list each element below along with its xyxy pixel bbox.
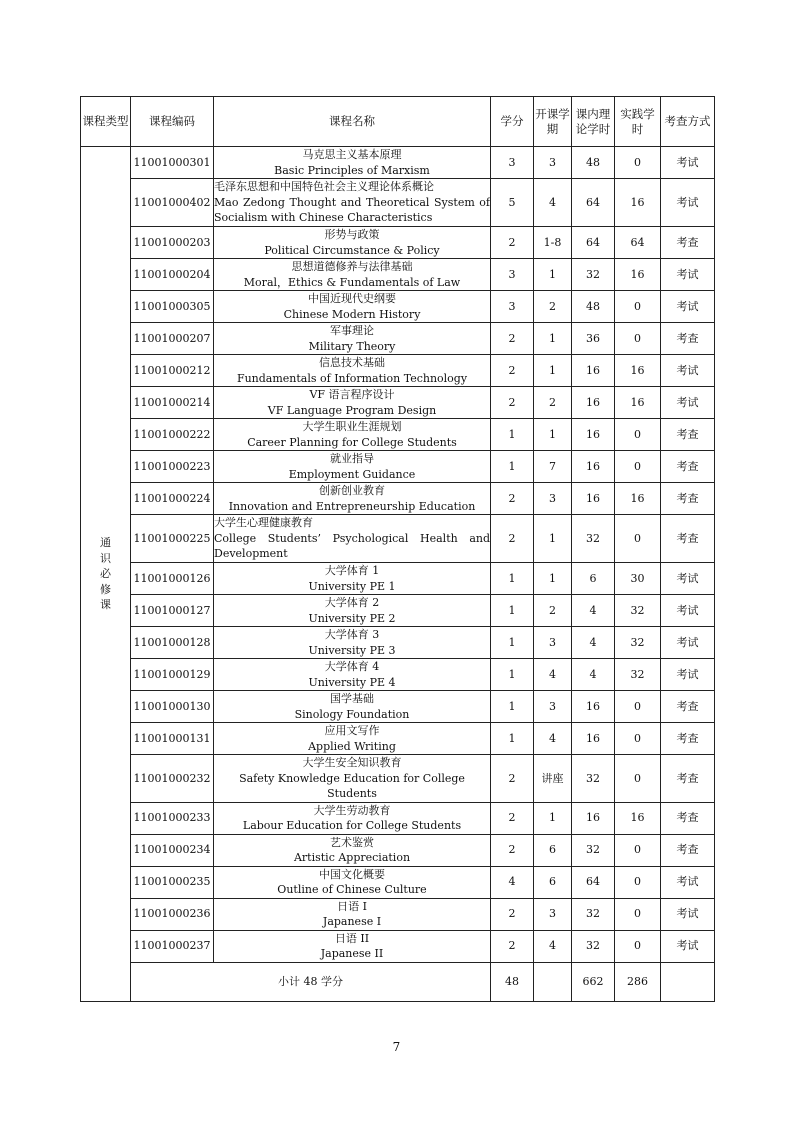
course-name	[214, 515, 491, 563]
course-name-en: VF Language Program Design	[267, 403, 437, 417]
course-assessment: 考查	[661, 802, 715, 834]
table-row	[81, 723, 715, 755]
course-assessment: 考试	[661, 866, 715, 898]
course-theory-hours: 4	[572, 659, 615, 691]
course-semester: 1	[534, 563, 572, 595]
course-name-en: Career Planning for College Students	[247, 435, 457, 449]
course-practice-hours: 0	[615, 691, 661, 723]
course-semester: 4	[534, 723, 572, 755]
course-assessment: 考查	[661, 723, 715, 755]
course-theory-hours: 16	[572, 387, 615, 419]
course-practice-hours: 0	[615, 147, 661, 179]
course-practice-hours: 32	[615, 627, 661, 659]
course-credit: 2	[491, 755, 534, 803]
course-credit: 1	[491, 451, 534, 483]
course-code: 11001000207	[131, 323, 214, 355]
course-name-en: Japanese II	[320, 947, 384, 960]
table-row	[81, 387, 715, 419]
course-semester: 1	[534, 802, 572, 834]
course-name	[214, 291, 491, 323]
course-assessment: 考查	[661, 755, 715, 803]
course-name-cn: 中国近现代史纲要	[308, 292, 396, 305]
course-name-en: Fundamentals of Information Technology	[236, 371, 468, 385]
course-name-cn: 日语 II	[334, 931, 370, 945]
course-semester: 2	[534, 387, 572, 419]
course-semester: 7	[534, 451, 572, 483]
table-row	[81, 659, 715, 691]
course-code: 11001000233	[131, 802, 214, 834]
course-name-cn: 大学体育 2	[324, 596, 380, 609]
course-credit: 2	[491, 355, 534, 387]
course-name-en: Moral，Ethics & Fundamentals of Law	[243, 275, 461, 289]
course-name-en: University PE 4	[308, 675, 396, 689]
course-code: 11001000402	[131, 179, 214, 227]
page-number: 7	[392, 1040, 401, 1054]
course-code: 11001000203	[131, 227, 214, 259]
course-name-cn: 大学体育 4	[324, 660, 380, 673]
course-semester: 1	[534, 515, 572, 563]
course-name	[214, 259, 491, 291]
course-name-en: Japanese I	[322, 915, 382, 928]
course-code: 11001000131	[131, 723, 214, 755]
course-theory-hours: 32	[572, 259, 615, 291]
table-row	[81, 419, 715, 451]
course-name-cn: 马克思主义基本原理	[302, 148, 402, 161]
course-practice-hours: 0	[615, 515, 661, 563]
course-name-en: University PE 3	[308, 643, 396, 657]
table-row	[81, 179, 715, 227]
course-name-cn: VF 语言程序设计	[309, 388, 395, 401]
course-credit: 1	[491, 627, 534, 659]
course-credit: 4	[491, 866, 534, 898]
header-credit: 学分	[491, 97, 534, 147]
course-code: 11001000130	[131, 691, 214, 723]
course-name-en: Applied Writing	[308, 739, 396, 753]
table-row	[81, 627, 715, 659]
table-row	[81, 898, 715, 930]
course-name	[214, 563, 491, 595]
course-theory-hours: 48	[572, 147, 615, 179]
course-assessment: 考试	[661, 659, 715, 691]
course-assessment: 考试	[661, 259, 715, 291]
course-name	[214, 627, 491, 659]
course-name	[214, 866, 491, 898]
course-theory-hours: 16	[572, 691, 615, 723]
course-assessment: 考查	[661, 419, 715, 451]
table-row	[81, 323, 715, 355]
course-theory-hours: 16	[572, 419, 615, 451]
course-semester: 1	[534, 419, 572, 451]
course-practice-hours: 0	[615, 291, 661, 323]
course-semester: 3	[534, 898, 572, 930]
course-name-cn: 思想道德修养与法律基础	[291, 260, 413, 273]
subtotal-theory-hours: 662	[572, 962, 615, 1001]
course-credit: 1	[491, 723, 534, 755]
course-name-cn: 国学基础	[330, 692, 374, 705]
course-assessment: 考试	[661, 291, 715, 323]
course-assessment: 考试	[661, 595, 715, 627]
course-name	[214, 898, 491, 930]
course-credit: 2	[491, 483, 534, 515]
course-practice-hours: 30	[615, 563, 661, 595]
course-code: 11001000127	[131, 595, 214, 627]
table-row	[81, 866, 715, 898]
course-practice-hours: 16	[615, 802, 661, 834]
course-credit: 2	[491, 387, 534, 419]
course-name-en: Labour Education for College Students	[242, 819, 462, 832]
course-code: 11001000301	[131, 147, 214, 179]
table-row	[81, 595, 715, 627]
course-code: 11001000212	[131, 355, 214, 387]
course-code: 11001000129	[131, 659, 214, 691]
course-credit: 5	[491, 179, 534, 227]
course-semester: 1	[534, 355, 572, 387]
course-name	[214, 179, 491, 227]
course-name-en: Artistic Appreciation	[293, 851, 411, 864]
course-credit: 2	[491, 930, 534, 962]
course-name-en: Chinese Modern History	[283, 307, 421, 321]
course-name	[214, 930, 491, 962]
category-cell	[81, 147, 131, 1002]
course-semester: 讲座	[534, 755, 572, 803]
course-name	[214, 483, 491, 515]
table-row	[81, 147, 715, 179]
course-name-cn: 大学生心理健康教育	[214, 516, 313, 530]
course-practice-hours: 0	[615, 755, 661, 803]
course-name-en: Mao Zedong Thought and Theoretical System of Socialism with Chinese Characteristics	[214, 195, 490, 225]
course-name-cn: 就业指导	[330, 452, 374, 465]
course-code: 11001000232	[131, 755, 214, 803]
course-semester: 3	[534, 691, 572, 723]
course-theory-hours: 16	[572, 802, 615, 834]
course-practice-hours: 0	[615, 419, 661, 451]
course-assessment: 考查	[661, 227, 715, 259]
table-row	[81, 930, 715, 962]
course-theory-hours: 32	[572, 755, 615, 803]
table-row	[81, 259, 715, 291]
course-credit: 3	[491, 291, 534, 323]
course-name	[214, 323, 491, 355]
course-practice-hours: 16	[615, 483, 661, 515]
table-row	[81, 834, 715, 866]
header-row	[81, 97, 715, 147]
course-practice-hours: 16	[615, 179, 661, 227]
table-row	[81, 563, 715, 595]
course-practice-hours: 0	[615, 323, 661, 355]
course-theory-hours: 32	[572, 515, 615, 563]
table-row	[81, 451, 715, 483]
course-credit: 2	[491, 227, 534, 259]
course-name	[214, 227, 491, 259]
header-assessment: 考查方式	[661, 97, 715, 147]
course-code: 11001000204	[131, 259, 214, 291]
course-theory-hours: 36	[572, 323, 615, 355]
course-code: 11001000126	[131, 563, 214, 595]
course-theory-hours: 6	[572, 563, 615, 595]
course-code: 11001000222	[131, 419, 214, 451]
course-assessment: 考查	[661, 483, 715, 515]
course-credit: 2	[491, 515, 534, 563]
course-name-en: Employment Guidance	[288, 467, 416, 481]
course-theory-hours: 16	[572, 723, 615, 755]
course-semester: 6	[534, 866, 572, 898]
course-assessment: 考试	[661, 898, 715, 930]
course-name-en: University PE 2	[308, 611, 396, 625]
course-name	[214, 387, 491, 419]
course-theory-hours: 64	[572, 866, 615, 898]
course-practice-hours: 0	[615, 930, 661, 962]
header-code: 课程编码	[131, 97, 214, 147]
table-row	[81, 227, 715, 259]
course-credit: 3	[491, 147, 534, 179]
course-credit: 1	[491, 659, 534, 691]
course-practice-hours: 64	[615, 227, 661, 259]
course-practice-hours: 0	[615, 866, 661, 898]
table-row	[81, 802, 715, 834]
course-assessment: 考试	[661, 563, 715, 595]
course-assessment: 考试	[661, 930, 715, 962]
course-code: 11001000225	[131, 515, 214, 563]
course-practice-hours: 16	[615, 355, 661, 387]
course-credit: 1	[491, 691, 534, 723]
course-practice-hours: 32	[615, 595, 661, 627]
course-name	[214, 834, 491, 866]
subtotal-semester	[534, 962, 572, 1001]
table-row	[81, 691, 715, 723]
course-credit: 2	[491, 898, 534, 930]
course-name	[214, 802, 491, 834]
course-semester: 3	[534, 627, 572, 659]
course-name-cn: 大学体育 3	[324, 628, 380, 641]
course-theory-hours: 64	[572, 227, 615, 259]
header-name: 课程名称	[214, 97, 491, 147]
course-credit: 2	[491, 802, 534, 834]
course-credit: 1	[491, 563, 534, 595]
course-name-en: Military Theory	[308, 339, 396, 353]
course-code: 11001000223	[131, 451, 214, 483]
subtotal-assessment	[661, 962, 715, 1001]
course-code: 11001000128	[131, 627, 214, 659]
course-theory-hours: 4	[572, 627, 615, 659]
course-practice-hours: 0	[615, 723, 661, 755]
course-code: 11001000236	[131, 898, 214, 930]
table-row	[81, 355, 715, 387]
course-code: 11001000234	[131, 834, 214, 866]
subtotal-label: 小计 48 学分	[131, 962, 491, 1001]
course-semester: 1-8	[534, 227, 572, 259]
course-practice-hours: 0	[615, 898, 661, 930]
course-practice-hours: 16	[615, 387, 661, 419]
course-name-en: Innovation and Entrepreneurship Education	[228, 499, 476, 513]
course-code: 11001000224	[131, 483, 214, 515]
course-assessment: 考查	[661, 323, 715, 355]
course-credit: 2	[491, 323, 534, 355]
course-assessment: 考试	[661, 147, 715, 179]
course-name-cn: 艺术鉴赏	[330, 835, 374, 849]
course-name	[214, 147, 491, 179]
course-credit: 3	[491, 259, 534, 291]
course-credit: 1	[491, 419, 534, 451]
course-name-en: Safety Knowledge Education for College Students	[239, 771, 465, 800]
course-name-cn: 形势与政策	[324, 228, 380, 241]
course-name-en: University PE 1	[308, 579, 396, 593]
table-row	[81, 483, 715, 515]
table-row	[81, 755, 715, 803]
course-semester: 4	[534, 659, 572, 691]
course-semester: 4	[534, 930, 572, 962]
course-assessment: 考查	[661, 515, 715, 563]
course-name-cn: 日语 I	[337, 899, 367, 913]
course-theory-hours: 32	[572, 834, 615, 866]
course-name-cn: 中国文化概要	[319, 867, 385, 881]
course-name	[214, 419, 491, 451]
course-semester: 6	[534, 834, 572, 866]
course-name-cn: 大学生安全知识教育	[302, 756, 402, 769]
course-name	[214, 723, 491, 755]
course-name-en: Outline of Chinese Culture	[277, 883, 427, 896]
table-row	[81, 515, 715, 563]
course-name-cn: 信息技术基础	[319, 356, 385, 369]
course-name	[214, 595, 491, 627]
course-name	[214, 659, 491, 691]
course-semester: 3	[534, 483, 572, 515]
course-credit: 1	[491, 595, 534, 627]
course-assessment: 考试	[661, 355, 715, 387]
course-practice-hours: 32	[615, 659, 661, 691]
course-semester: 2	[534, 291, 572, 323]
course-assessment: 考查	[661, 691, 715, 723]
header-semester: 开课学期	[534, 97, 572, 147]
course-name	[214, 755, 491, 803]
course-name-cn: 大学生职业生涯规划	[302, 420, 402, 433]
course-theory-hours: 4	[572, 595, 615, 627]
course-semester: 4	[534, 179, 572, 227]
subtotal-row	[81, 962, 715, 1001]
course-practice-hours: 0	[615, 451, 661, 483]
course-name-cn: 大学生劳动教育	[313, 803, 391, 817]
course-name	[214, 451, 491, 483]
course-semester: 1	[534, 259, 572, 291]
course-theory-hours: 16	[572, 483, 615, 515]
course-assessment: 考试	[661, 387, 715, 419]
course-body	[81, 147, 715, 1002]
course-practice-hours: 16	[615, 259, 661, 291]
course-name-en: College Students’ Psychological Health and Development	[214, 531, 490, 561]
course-theory-hours: 16	[572, 451, 615, 483]
course-assessment: 考查	[661, 834, 715, 866]
subtotal-practice-hours: 286	[615, 962, 661, 1001]
header-type: 课程类型	[81, 97, 131, 147]
course-theory-hours: 32	[572, 898, 615, 930]
course-code: 11001000235	[131, 866, 214, 898]
course-assessment: 考试	[661, 179, 715, 227]
header-practice-hours: 实践学时	[615, 97, 661, 147]
course-assessment: 考查	[661, 451, 715, 483]
course-theory-hours: 64	[572, 179, 615, 227]
course-theory-hours: 32	[572, 930, 615, 962]
subtotal-credit: 48	[491, 962, 534, 1001]
course-code: 11001000305	[131, 291, 214, 323]
course-name-en: Political Circumstance & Policy	[264, 243, 440, 257]
table-row	[81, 291, 715, 323]
course-name	[214, 691, 491, 723]
course-theory-hours: 48	[572, 291, 615, 323]
header-theory-hours: 课内理论学时	[572, 97, 615, 147]
course-semester: 3	[534, 147, 572, 179]
category-label: 通识必修课	[100, 536, 111, 611]
course-semester: 1	[534, 323, 572, 355]
course-name	[214, 355, 491, 387]
course-name-cn: 毛泽东思想和中国特色社会主义理论体系概论	[214, 180, 434, 194]
course-theory-hours: 16	[572, 355, 615, 387]
course-assessment: 考试	[661, 627, 715, 659]
course-name-cn: 应用文写作	[324, 724, 380, 737]
course-name-cn: 军事理论	[330, 324, 374, 337]
course-code: 11001000214	[131, 387, 214, 419]
course-name-en: Basic Principles of Marxism	[274, 163, 430, 177]
course-code: 11001000237	[131, 930, 214, 962]
course-name-cn: 创新创业教育	[319, 484, 385, 497]
curriculum-table	[80, 96, 715, 1002]
course-name-cn: 大学体育 1	[324, 564, 380, 577]
course-semester: 2	[534, 595, 572, 627]
course-name-en: Sinology Foundation	[294, 707, 410, 721]
course-practice-hours: 0	[615, 834, 661, 866]
course-credit: 2	[491, 834, 534, 866]
